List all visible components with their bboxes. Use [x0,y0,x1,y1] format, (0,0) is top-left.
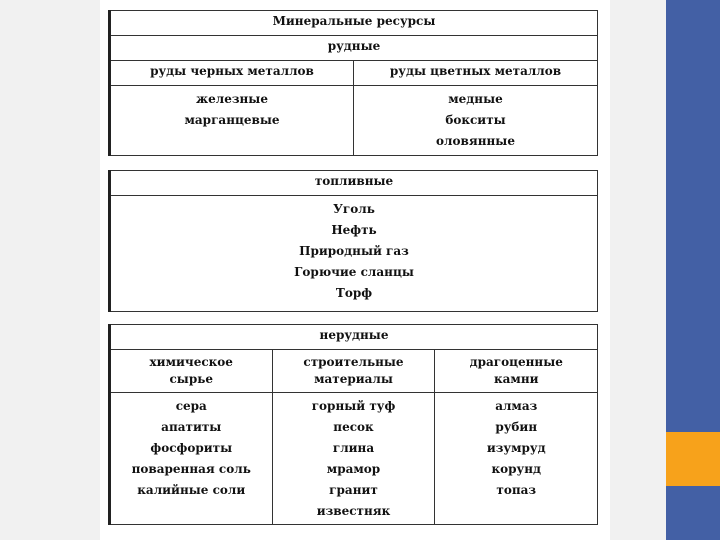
table-title: Минеральные ресурсы [110,11,598,36]
chemical-raw-list [110,393,273,525]
header-line: химическое [149,355,233,369]
list-item: Уголь [333,202,375,216]
list-item: Природный газ [299,244,409,258]
slide-margin [610,0,666,540]
list-item: Нефть [331,223,377,237]
list-item: известняк [316,504,391,518]
list-item: алмаз [495,399,538,413]
list-item: сера [175,399,207,413]
nonmetallic-heading: нерудные [110,325,598,350]
list-item: Торф [335,286,373,300]
fuel-resources-table [108,170,598,312]
header-line: материалы [314,372,393,386]
chemical-raw-header [110,350,273,393]
precious-stones-list [435,393,598,525]
list-item: медные [448,92,503,106]
fuel-heading: топливные [110,171,598,196]
list-item: мрамор [326,462,381,476]
building-materials-header [272,350,435,393]
header-line: сырье [169,372,213,386]
list-item: изумруд [486,441,546,455]
list-item: поваренная соль [131,462,251,476]
list-item: гранит [329,483,378,497]
list-item: калийные соли [137,483,246,497]
list-item: глина [332,441,375,455]
list-item: железные [196,92,268,106]
ferrous-ores-header: руды черных металлов [110,61,354,86]
ferrous-ores-list [110,86,354,156]
nonferrous-ores-list [354,86,598,156]
fuel-list [110,196,598,312]
list-item: бокситы [445,113,506,127]
ore-resources-table [108,10,598,156]
list-item: песок [333,420,374,434]
ore-heading: рудные [110,36,598,61]
header-line: драгоценные [469,355,563,369]
list-item: топаз [496,483,537,497]
list-item: оловянные [436,134,515,148]
slide-side-accent [666,432,720,486]
nonferrous-ores-header: руды цветных металлов [354,61,598,86]
list-item: корунд [491,462,541,476]
list-item: фосфориты [150,441,233,455]
precious-stones-header [435,350,598,393]
list-item: марганцевые [184,113,280,127]
building-materials-list [272,393,435,525]
list-item: Горючие сланцы [294,265,414,279]
header-line: строительные [303,355,404,369]
header-line: камни [493,372,539,386]
list-item: горный туф [311,399,396,413]
list-item: апатиты [161,420,222,434]
list-item: рубин [495,420,538,434]
nonmetallic-resources-table [108,324,598,525]
